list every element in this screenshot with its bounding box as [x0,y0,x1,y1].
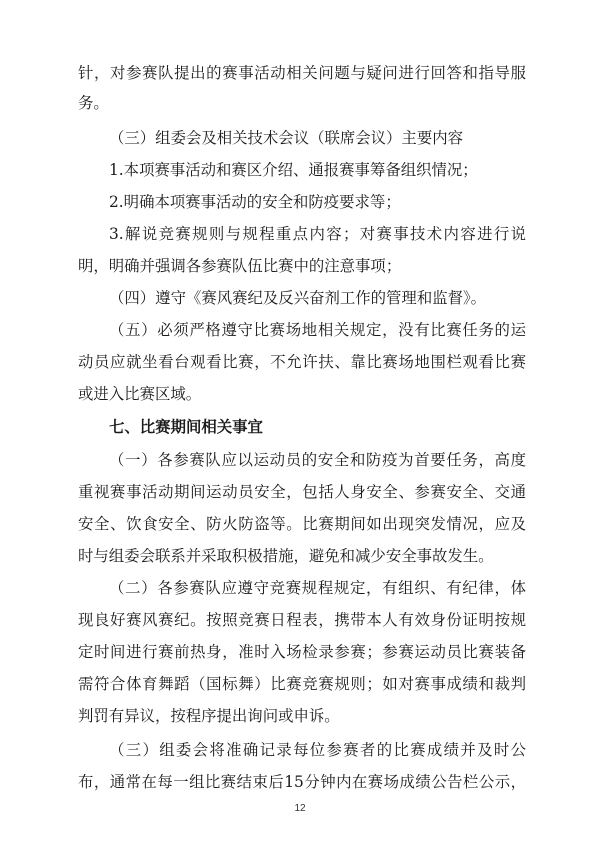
body-line: 动员应就坐看台观看比赛，不允许扶、靠比赛场地围栏观看比赛 [78,353,526,371]
section-subheading: （三）组委会及相关技术会议（联席会议）主要内容 [109,129,463,147]
body-line: 定时间进行赛前热身，准时入场检录参赛；参赛运动员比赛装备 [78,643,526,661]
body-line: 时与组委会联系并采取积极措施，避免和减少安全事故发生。 [78,547,494,565]
body-line: 布，通常在每一组比赛结束后15分钟内在赛场成绩公告栏公示， [78,773,526,791]
body-line: 或进入比赛区域。 [78,385,202,403]
paragraph-start: （五）必须严格遵守比赛场地相关规定，没有比赛任务的运 [109,321,526,339]
list-item: 1.本项赛事活动和赛区介绍、通报赛事筹备组织情况； [109,161,478,179]
section-heading: 七、比赛期间相关事宜 [109,418,263,436]
body-line: 需符合体育舞蹈（国标舞）比赛竞赛规则；如对赛事成绩和裁判 [78,675,526,693]
body-line: 明，明确并强调各参赛队伍比赛中的注意事项； [78,257,402,275]
body-line: 判罚有异议，按程序提出询问或申诉。 [78,707,340,725]
body-line: 针，对参赛队提出的赛事活动相关问题与疑问进行回答和指导服 [78,64,526,82]
section-subheading: （四）遵守《赛风赛纪及反兴奋剂工作的管理和监督》。 [109,289,487,307]
paragraph-start: （一）各参赛队应以运动员的安全和防疫为首要任务，高度 [109,451,526,469]
body-line: 现良好赛风赛纪。按照竞赛日程表，携带本人有效身份证明按规 [78,611,526,629]
body-line: 安全、饮食安全、防火防盗等。比赛期间如出现突发情况，应及 [78,515,526,533]
paragraph-start: （二）各参赛队应遵守竞赛规程规定，有组织、有纪律，体 [109,579,526,597]
page-number: 12 [294,803,306,814]
body-line: 务。 [78,94,109,112]
list-item: 3.解说竞赛规则与规程重点内容；对赛事技术内容进行说 [109,225,526,243]
paragraph-start: （三）组委会将准确记录每位参赛者的比赛成绩并及时公 [109,741,526,759]
list-item: 2.明确本项赛事活动的安全和防疫要求等； [109,193,401,211]
body-line: 重视赛事活动期间运动员安全，包括人身安全、参赛安全、交通 [78,483,526,501]
